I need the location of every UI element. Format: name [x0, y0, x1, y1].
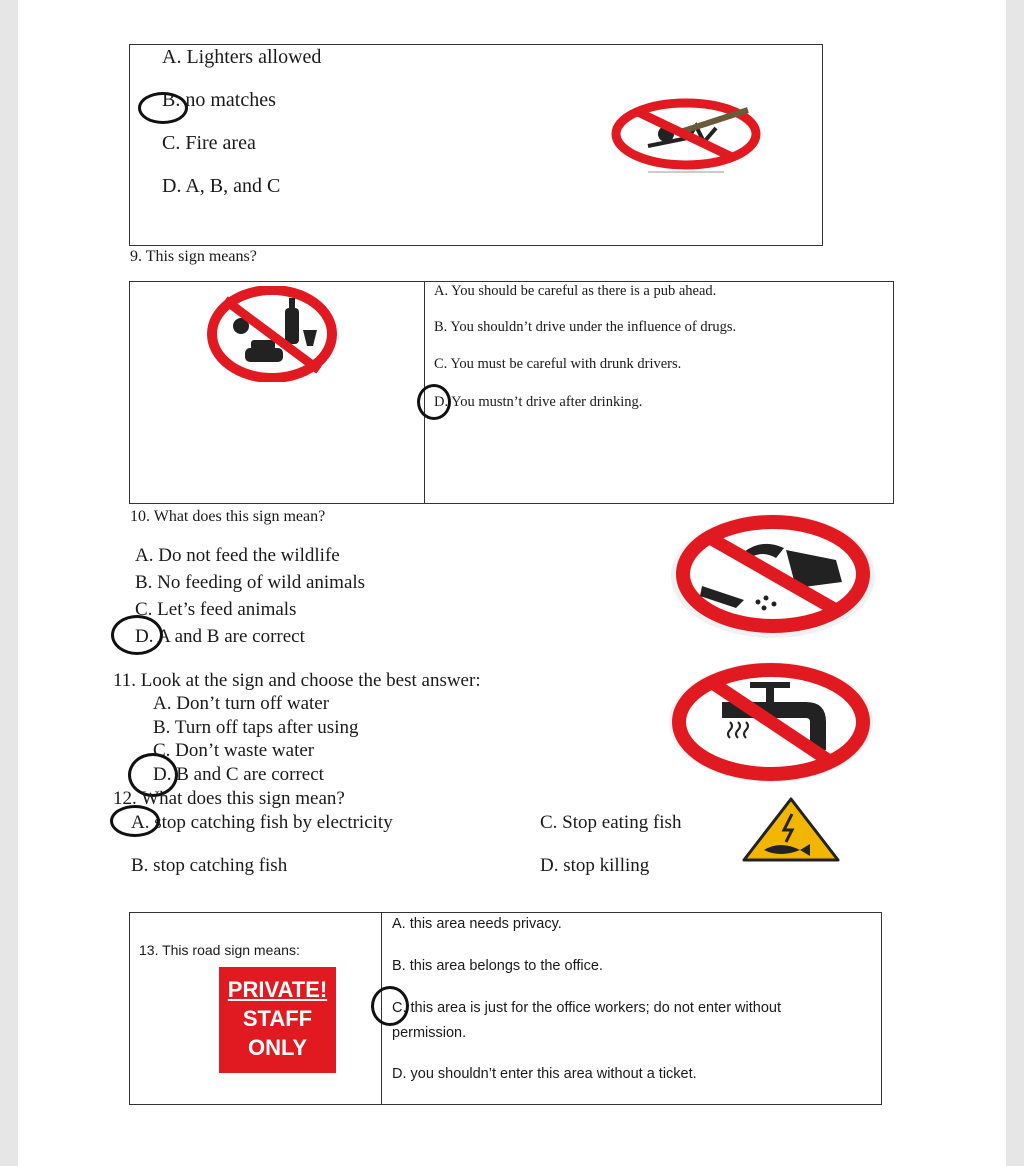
sign-line-staff: STAFF	[242, 1006, 313, 1031]
private-staff-only-sign	[219, 967, 336, 1073]
q11-option-c: C. Don’t waste water	[153, 740, 315, 761]
no-matches-sign-icon	[608, 98, 764, 178]
sign-line-private: PRIVATE!	[227, 977, 328, 1002]
answer-circle-q9	[417, 384, 451, 420]
q13-option-a: A. this area needs privacy.	[392, 916, 562, 932]
q10-option-b: B. No feeding of wild animals	[135, 572, 366, 593]
sign-line-only: ONLY	[247, 1035, 308, 1060]
q12-question: 12. What does this sign mean?	[113, 788, 345, 809]
q10-option-c: C. Let’s feed animals	[135, 599, 297, 620]
q10-question: 10. What does this sign mean?	[130, 508, 326, 525]
q12-option-c: C. Stop eating fish	[540, 812, 682, 833]
q12-option-a: A. stop catching fish by electricity	[131, 812, 393, 833]
q11-option-b: B. Turn off taps after using	[153, 717, 359, 738]
answer-circle-q10	[111, 615, 163, 655]
q9-option-a: A. You should be careful as there is a pub ahead.	[434, 283, 717, 299]
q11-question: 11. Look at the sign and choose the best answer:	[113, 670, 481, 691]
q8-option-b: B. no matches	[162, 89, 276, 111]
no-feeding-sign-icon	[666, 510, 880, 642]
q11-option-a: A. Don’t turn off water	[153, 693, 330, 714]
q8-option-d: D. A, B, and C	[162, 175, 281, 197]
q13-question: 13. This road sign means:	[139, 942, 300, 958]
q8-option-c: C. Fire area	[162, 132, 256, 154]
answer-circle-q13	[371, 986, 409, 1026]
no-drink-driving-sign-icon	[207, 286, 337, 382]
q13-option-c-cont: permission.	[392, 1025, 467, 1041]
q8-option-a: A. Lighters allowed	[162, 46, 322, 68]
answer-circle-q8	[138, 92, 188, 124]
q10-option-a: A. Do not feed the wildlife	[135, 545, 340, 566]
q13-option-b: B. this area belongs to the office.	[392, 958, 603, 974]
q9-option-c: C. You must be careful with drunk drivers.	[434, 356, 682, 372]
no-running-tap-sign-icon	[666, 660, 876, 784]
q13-option-d: D. you shouldn’t enter this area without a ticket.	[392, 1066, 697, 1082]
q9-option-d: D. You mustn’t drive after drinking.	[434, 394, 643, 410]
q9-option-b: B. You shouldn’t drive under the influence of drugs.	[434, 319, 737, 335]
electric-fishing-warning-icon	[740, 796, 842, 864]
q12-option-b: B. stop catching fish	[131, 855, 288, 876]
q10-option-d: D. A and B are correct	[135, 626, 305, 647]
answer-circle-q12	[110, 805, 160, 837]
q12-option-d: D. stop killing	[540, 855, 650, 876]
q13-option-c: C. this area is just for the office workers; do not enter without	[392, 1000, 782, 1016]
q11-option-d: D. B and C are correct	[153, 764, 324, 785]
q9-question: 9. This sign means?	[130, 248, 257, 265]
